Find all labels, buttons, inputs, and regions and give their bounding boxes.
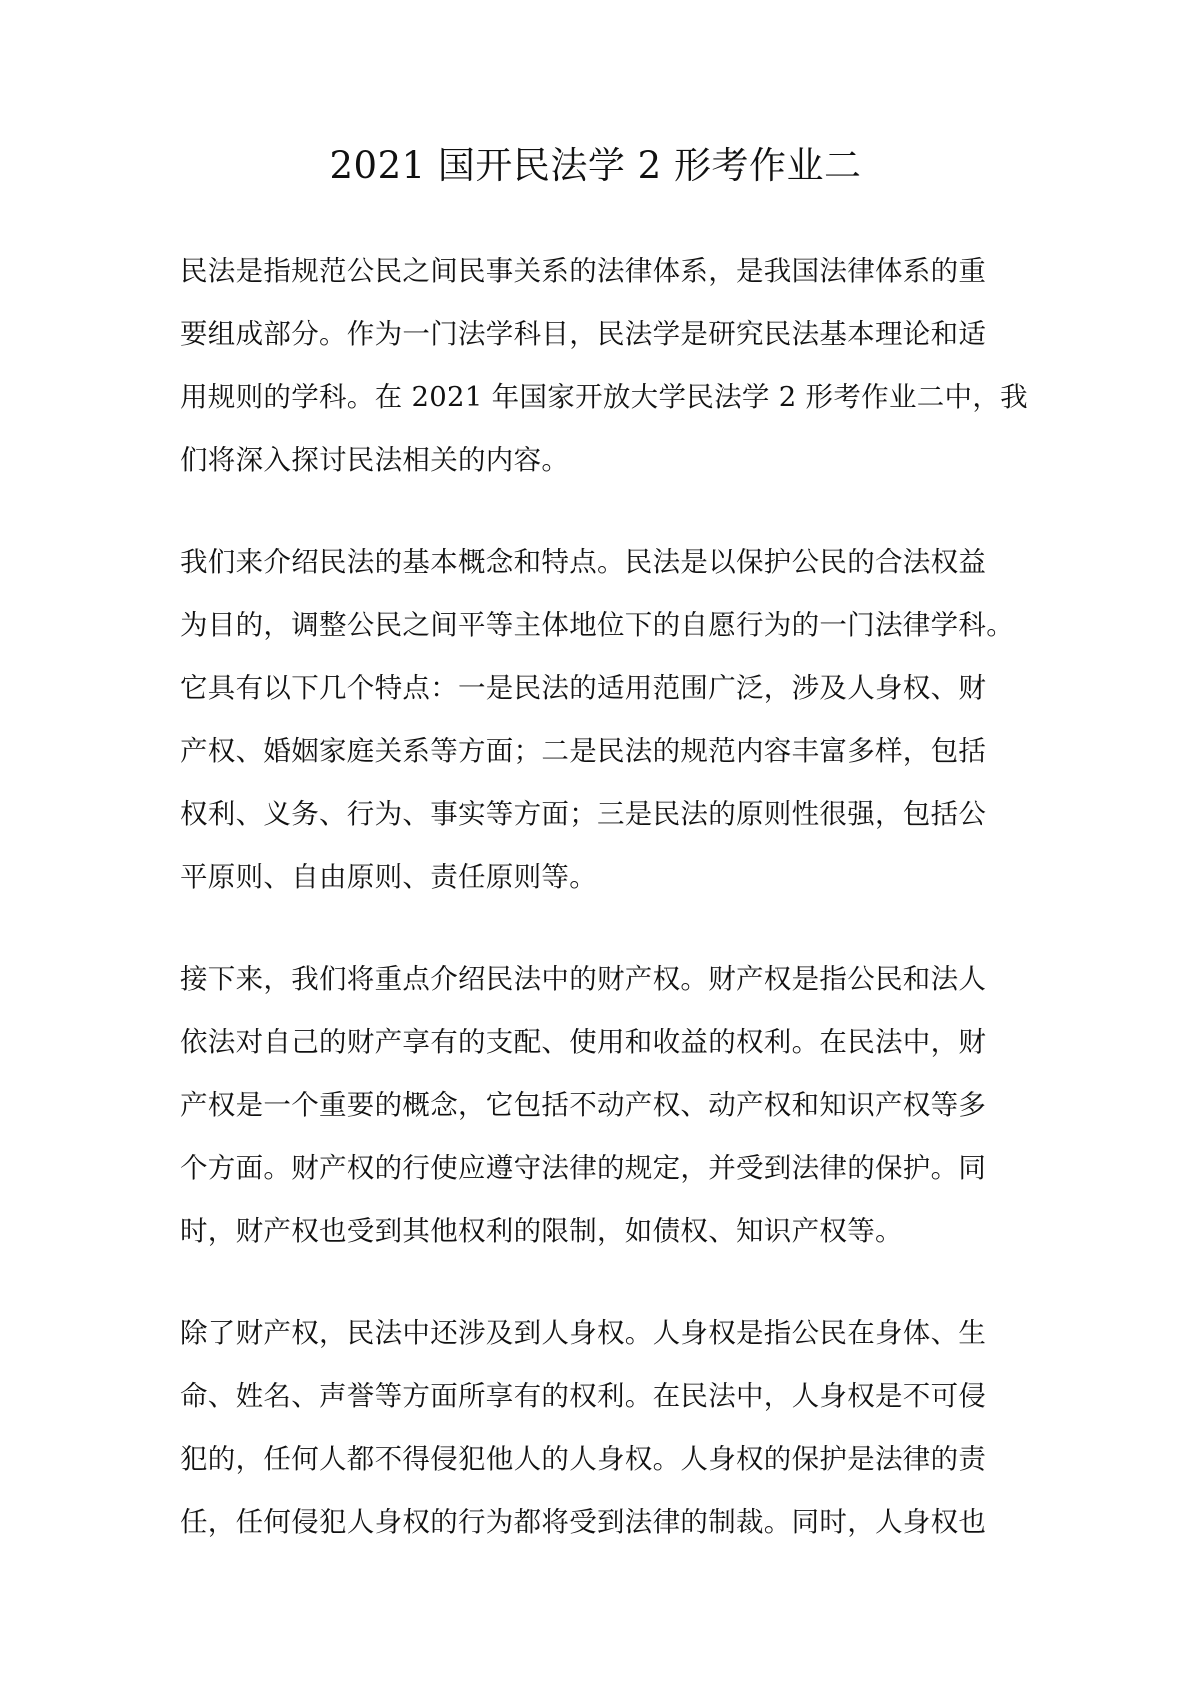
- paragraph-intro: [180, 240, 1030, 492]
- paragraph-concepts: [180, 531, 1030, 909]
- text-line: 依法对自己的财产享有的支配、使用和收益的权利。在民法中，财: [180, 1026, 987, 1058]
- text-line: 接下来，我们将重点介绍民法中的财产权。财产权是指公民和法人: [180, 963, 987, 995]
- paragraph-personal-rights: [180, 1302, 1030, 1554]
- document-title: 2021 国开民法学 2 形考作业二: [329, 144, 862, 187]
- text-line: 个方面。财产权的行使应遵守法律的规定，并受到法律的保护。同: [180, 1152, 987, 1184]
- text-line: 我们来介绍民法的基本概念和特点。民法是以保护公民的合法权益: [180, 546, 987, 578]
- text-line: 时，财产权也受到其他权利的限制，如债权、知识产权等。: [180, 1215, 903, 1247]
- text-line: 犯的，任何人都不得侵犯他人的人身权。人身权的保护是法律的责: [180, 1443, 987, 1475]
- text-line: 产权是一个重要的概念，它包括不动产权、动产权和知识产权等多: [180, 1089, 987, 1121]
- text-line: 权利、义务、行为、事实等方面；三是民法的原则性很强，包括公: [180, 798, 987, 830]
- text-line: 民法是指规范公民之间民事关系的法律体系，是我国法律体系的重: [180, 255, 987, 287]
- text-line: 要组成部分。作为一门法学科目，民法学是研究民法基本理论和适: [180, 318, 987, 350]
- paragraph-property-rights: [180, 948, 1030, 1263]
- text-line: 用规则的学科。在 2021 年国家开放大学民法学 2 形考作业二中，我: [180, 381, 1028, 413]
- text-line: 除了财产权，民法中还涉及到人身权。人身权是指公民在身体、生: [180, 1317, 987, 1349]
- text-line: 任，任何侵犯人身权的行为都将受到法律的制裁。同时，人身权也: [180, 1506, 987, 1538]
- text-line: 它具有以下几个特点：一是民法的适用范围广泛，涉及人身权、财: [180, 672, 987, 704]
- document-body: [180, 240, 1030, 1593]
- text-line: 命、姓名、声誉等方面所享有的权利。在民法中，人身权是不可侵: [180, 1380, 987, 1412]
- text-line: 平原则、自由原则、责任原则等。: [180, 861, 597, 893]
- text-line: 为目的，调整公民之间平等主体地位下的自愿行为的一门法律学科。: [180, 609, 1014, 641]
- text-line: 产权、婚姻家庭关系等方面；二是民法的规范内容丰富多样，包括: [180, 735, 987, 767]
- text-line: 们将深入探讨民法相关的内容。: [180, 444, 570, 476]
